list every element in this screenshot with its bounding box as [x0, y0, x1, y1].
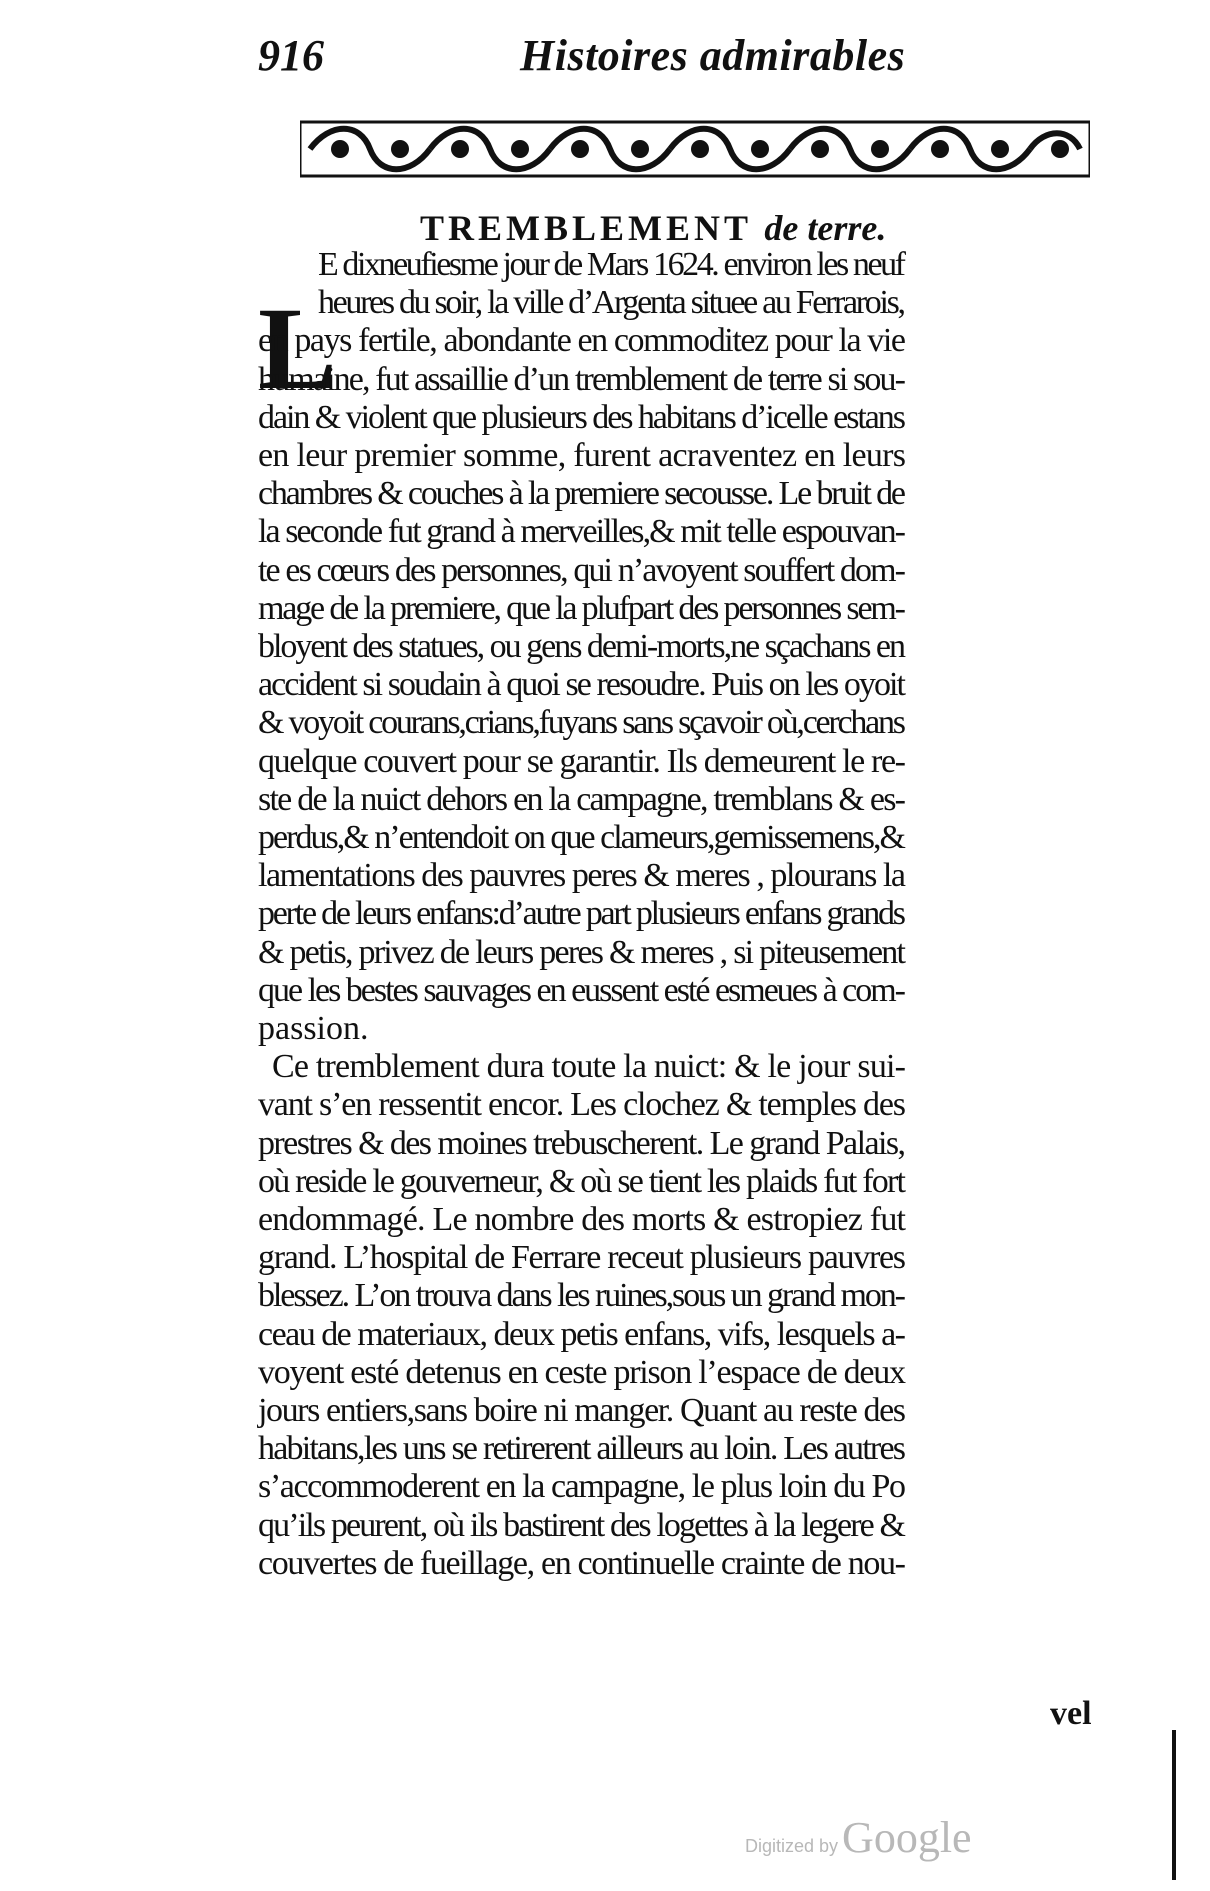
text-line: passion.: [258, 1010, 369, 1047]
digitized-by-google-watermark: [745, 1812, 972, 1863]
text-line: dain & violent que plusieurs des habitans d’icelle estans: [258, 398, 904, 436]
drop-cap: L: [258, 283, 337, 414]
watermark-big: Google: [842, 1813, 972, 1862]
page-number: 916: [258, 31, 324, 80]
text-line: & petis, privez de leurs peres & meres , si piteusement: [258, 933, 905, 971]
section-heading-italic: de terre.: [764, 208, 887, 248]
text-line: perte de leurs enfans:d’autre part plusieurs enfans grands: [258, 895, 904, 933]
text-line: grand. L’hospital de Ferrare receut plusieurs pauvres: [258, 1239, 905, 1277]
text-line: qu’ils peurent, où ils bastirent des logettes à la legere &: [258, 1506, 905, 1544]
text-line: E dixneufiesme jour de Mars 1624. environ les neuf: [318, 246, 904, 283]
text-line: couvertes de fueillage, en continuelle crainte de nou-: [258, 1544, 905, 1582]
text-line: prestres & des moines trebuscherent. Le grand Palais,: [258, 1124, 905, 1162]
text-line: lamentations des pauvres peres & meres , plourans la: [258, 857, 905, 895]
text-line: en pays fertile, abondante en commoditez pour la vie: [258, 322, 905, 360]
text-line: te es cœurs des personnes, qui n’avoyent souffert dom-: [258, 551, 905, 589]
text-line: mage de la premiere, que la plufpart des personnes sem-: [258, 589, 904, 627]
text-line: chambres & couches à la premiere secousse. Le bruit de: [258, 475, 904, 513]
section-heading-caps: TREMBLEMENT: [420, 208, 752, 248]
text-line: où reside le gouverneur, & où se tient les plaids fut fort: [258, 1162, 905, 1200]
text-line: que les bestes sauvages en eussent esté esmeues à com-: [258, 971, 904, 1009]
text-line: ceau de materiaux, deux petis enfans, vifs, lesquels a-: [258, 1315, 905, 1353]
text-line: endommagé. Le nombre des morts & estropiez fut: [258, 1201, 906, 1238]
text-line: voyent esté detenus en ceste prison l’espace de deux: [258, 1353, 905, 1391]
text-line: blessez. L’on trouva dans les ruines,sous un grand mon-: [258, 1277, 904, 1315]
text-line: heures du soir, la ville d’Argenta situee au Ferrarois,: [318, 284, 904, 322]
text-line: la seconde fut grand à merveilles,& mit telle espouvan-: [258, 513, 905, 551]
text-line: en leur premier somme, furent acraventez en leurs: [258, 437, 906, 474]
text-line: & voyoit courans,crians,fuyans sans sçavoir où,cerchans: [258, 704, 904, 742]
catchword: vel: [1050, 1695, 1092, 1732]
watermark-small: Digitized by: [745, 1836, 839, 1856]
text-line: humaine, fut assaillie d’un tremblement de terre si sou-: [258, 360, 905, 398]
running-title: Histoires admirables: [520, 31, 906, 80]
text-line: perdus,& n’entendoit on que clameurs,gemissemens,&: [258, 819, 905, 856]
text-line: Ce tremblement dura toute la nuict: & le jour sui-: [272, 1048, 906, 1086]
text-line: quelque couvert pour se garantir. Ils demeurent le re-: [258, 742, 905, 780]
text-line: bloyent des statues, ou gens demi-morts,ne sçachans en: [258, 628, 904, 665]
text-line: jours entiers,sans boire ni manger. Quant au reste des: [258, 1392, 905, 1429]
text-line: ste de la nuict dehors en la campagne, tremblans & es-: [258, 780, 905, 818]
text-line: s’accommoderent en la campagne, le plus loin du Po: [258, 1468, 905, 1506]
text-line: habitans,les uns se retirerent ailleurs au loin. Les autres: [258, 1430, 905, 1468]
text-line: vant s’en ressentit encor. Les clochez & temples des: [258, 1086, 905, 1124]
margin-rule: [1172, 1730, 1176, 1880]
ornamental-band: [300, 118, 1090, 180]
text-line: accident si soudain à quoi se resoudre. Puis on les oyoit: [258, 666, 905, 704]
section-heading: [420, 207, 886, 249]
